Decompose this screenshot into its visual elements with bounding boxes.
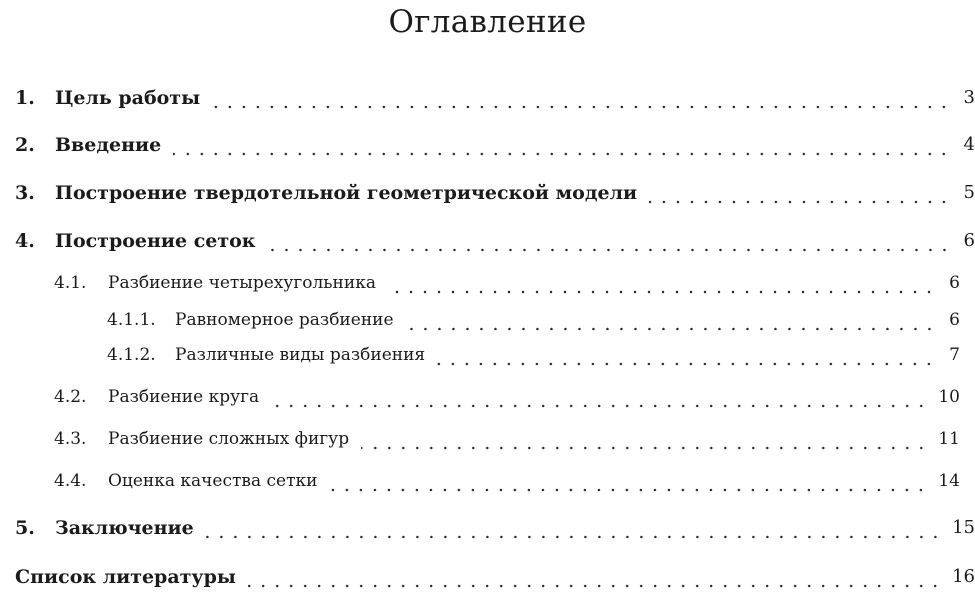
toc-entry-number: 4.1.2. — [107, 345, 156, 365]
toc-entry-page: 6 — [949, 310, 960, 330]
toc-entry-page: 5 — [963, 182, 975, 203]
toc-entry-number: 4.1. — [54, 273, 87, 293]
toc-entry-number: 4.3. — [54, 429, 87, 449]
toc-entry-page: 7 — [949, 345, 960, 365]
toc-entry-4-4[interactable] — [0, 468, 960, 494]
dot-leader — [388, 270, 936, 296]
toc-entry-page: 15 — [952, 517, 975, 538]
toc-entry-4-1[interactable] — [0, 270, 960, 296]
dot-leader — [329, 468, 928, 494]
toc-entry-1[interactable] — [0, 85, 975, 111]
toc-entry-title: Введение — [55, 134, 162, 156]
toc-entry-number: 3. — [15, 182, 35, 204]
page-title: Оглавление — [388, 4, 587, 40]
toc-entry-bibliography[interactable] — [0, 564, 975, 590]
toc-entry-4[interactable] — [0, 228, 975, 254]
dot-leader — [649, 180, 951, 206]
toc-entry-number: 4.1.1. — [107, 310, 156, 330]
dot-leader — [173, 132, 951, 158]
toc-entry-page: 3 — [963, 87, 975, 108]
dot-leader — [437, 342, 936, 368]
toc-entry-page: 16 — [952, 566, 975, 587]
toc-entry-number: 2. — [15, 134, 35, 156]
toc-entry-number: 4.4. — [54, 471, 87, 491]
toc-entry-title: Разбиение круга — [108, 387, 260, 407]
toc-entry-4-2[interactable] — [0, 384, 960, 410]
dot-leader — [206, 515, 942, 541]
toc-entry-page: 6 — [963, 230, 975, 251]
toc-entry-title: Цель работы — [55, 87, 201, 109]
dot-leader — [268, 228, 951, 254]
toc-entry-title: Разбиение четырехугольника — [108, 273, 376, 293]
toc-entry-5[interactable] — [0, 515, 975, 541]
toc-entry-4-1-1[interactable] — [0, 307, 960, 333]
toc-entry-title: Построение твердотельной геометрической модели — [55, 182, 638, 204]
toc-entry-number: 1. — [15, 87, 35, 109]
toc-entry-2[interactable] — [0, 132, 975, 158]
toc-entry-page: 4 — [963, 134, 975, 155]
toc-entry-title: Различные виды разбиения — [175, 345, 426, 365]
dot-leader — [248, 564, 942, 590]
toc-entry-number: 4.2. — [54, 387, 87, 407]
toc-entry-number: 4. — [15, 230, 35, 252]
toc-entry-4-3[interactable] — [0, 426, 960, 452]
dot-leader — [406, 307, 936, 333]
toc-entry-4-1-2[interactable] — [0, 342, 960, 368]
toc-entry-title: Построение сеток — [55, 230, 256, 252]
toc-entry-title: Разбиение сложных фигур — [108, 429, 350, 449]
toc-entry-page: 10 — [938, 387, 960, 407]
toc-entry-title: Оценка качества сетки — [108, 471, 318, 491]
toc-entry-title: Равномерное разбиение — [175, 310, 394, 330]
toc-entry-title: Заключение — [55, 517, 194, 539]
toc-entry-title: Список литературы — [15, 566, 236, 588]
toc-entry-number: 5. — [15, 517, 35, 539]
dot-leader — [361, 426, 928, 452]
toc-entry-page: 11 — [938, 429, 960, 449]
dot-leader — [212, 85, 951, 111]
toc-entry-page: 14 — [938, 471, 960, 491]
dot-leader — [271, 384, 928, 410]
toc-entry-3[interactable] — [0, 180, 975, 206]
toc-entry-page: 6 — [949, 273, 960, 293]
